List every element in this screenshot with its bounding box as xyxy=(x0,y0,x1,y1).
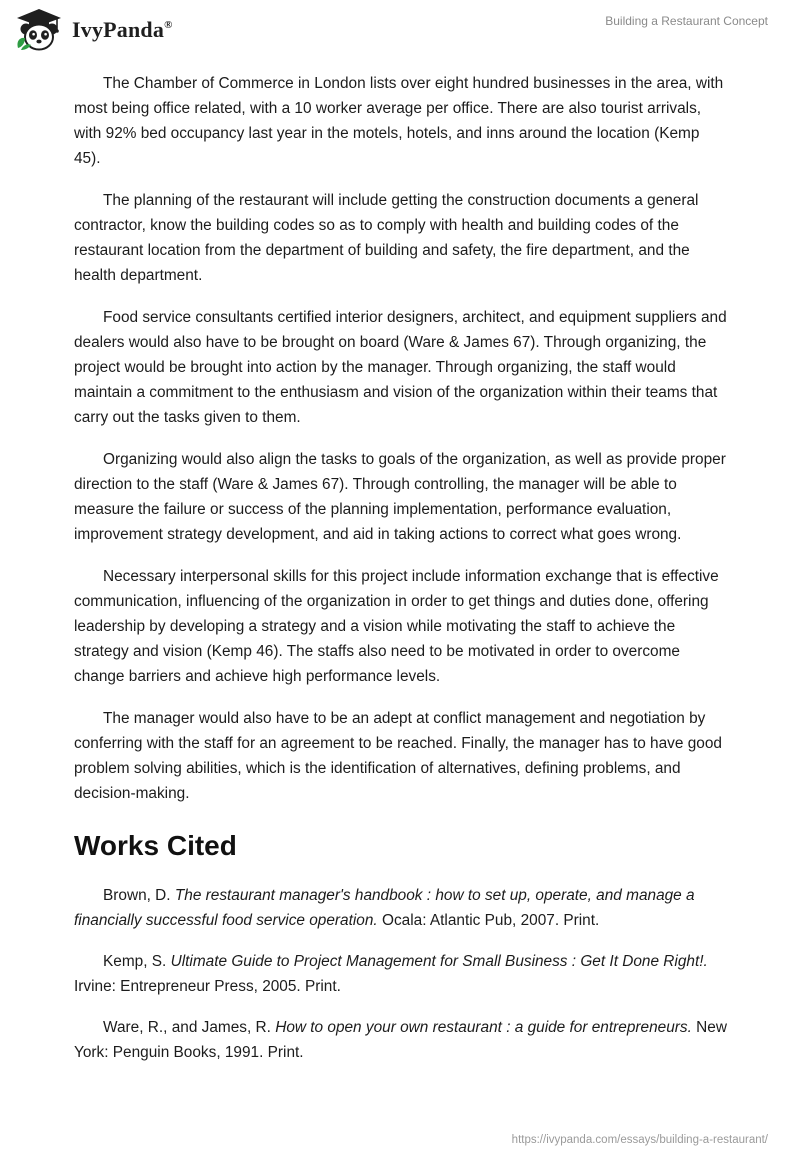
brand-name xyxy=(72,17,173,43)
registered-mark: ® xyxy=(164,19,173,31)
reference-entry xyxy=(74,1015,728,1065)
paragraph: Organizing would also align the tasks to goals of the organization, as well as provide proper direction to the staff (Ware & James 67). Through controlling, the manager will be able to measure the failure or success of the planning implementation, performance evaluation, improvement strategy development, and aid in taking actions to correct what goes wrong. xyxy=(74,451,726,543)
brand-text: IvyPanda xyxy=(72,17,165,42)
source-url[interactable]: https://ivypanda.com/essays/building-a-restaurant/ xyxy=(511,1134,768,1146)
reference-entry xyxy=(74,883,728,933)
reference-entry xyxy=(74,949,728,999)
reference-publication: Ocala: Atlantic Pub, 2007. Print. xyxy=(381,912,600,929)
paragraph: Necessary interpersonal skills for this project include information exchange that is effective communication, influencing of the organization in order to get things and duties done, offering leadership by developing a strategy and a vision while motivating the staff to achieve the strategy and vision (Kemp 46). The staffs also need to be motivated in order to overcome change barriers and achieve high performance levels. xyxy=(74,568,719,685)
paragraph: The planning of the restaurant will include getting the construction documents a general contractor, know the building codes so as to comply with health and building codes of the restaurant location from the department of building and safety, the fire department, and the health department. xyxy=(74,192,699,284)
reference-publication: Irvine: Entrepreneur Press, 2005. Print. xyxy=(74,978,341,995)
reference-author: Ware, R., and James, R. xyxy=(103,1019,271,1036)
reference-publication: New York: Penguin Books, 1991. Print. xyxy=(74,1019,727,1061)
document-title: Building a Restaurant Concept xyxy=(605,14,768,28)
reference-title: The restaurant manager's handbook : how to set up, operate, and manage a financially successful food service operation. xyxy=(74,887,695,929)
reference-title: How to open your own restaurant : a guide for entrepreneurs. xyxy=(275,1019,692,1036)
reference-title: Ultimate Guide to Project Management for Small Business : Get It Done Right!. xyxy=(170,953,708,970)
works-cited-heading: Works Cited xyxy=(74,830,237,861)
reference-author: Brown, D. xyxy=(103,887,171,904)
panda-graduation-cap-icon xyxy=(14,8,64,52)
essay-content xyxy=(74,71,728,1081)
site-logo[interactable] xyxy=(14,8,173,52)
paragraph: The Chamber of Commerce in London lists over eight hundred businesses in the area, with most being office related, with a 10 worker average per office. There are also tourist arrivals, with 92% bed occupancy last year in the motels, hotels, and inns around the location (Kemp 45). xyxy=(74,75,724,167)
paragraph: Food service consultants certified interior designers, architect, and equipment suppliers and dealers would also have to be brought on board (Ware & James 67). Through organizing, the project would be brought into action by the manager. Through organizing, the staff would maintain a commitment to the enthusiasm and vision of the organization within their teams that carry out the tasks given to them. xyxy=(74,309,727,426)
page-header xyxy=(0,0,800,64)
reference-author: Kemp, S. xyxy=(103,953,167,970)
paragraph: The manager would also have to be an adept at conflict management and negotiation by conferring with the staff for an agreement to be reached. Finally, the manager has to have good problem solving abilities, which is the identification of alternatives, defining problems, and decision-making. xyxy=(74,710,722,802)
